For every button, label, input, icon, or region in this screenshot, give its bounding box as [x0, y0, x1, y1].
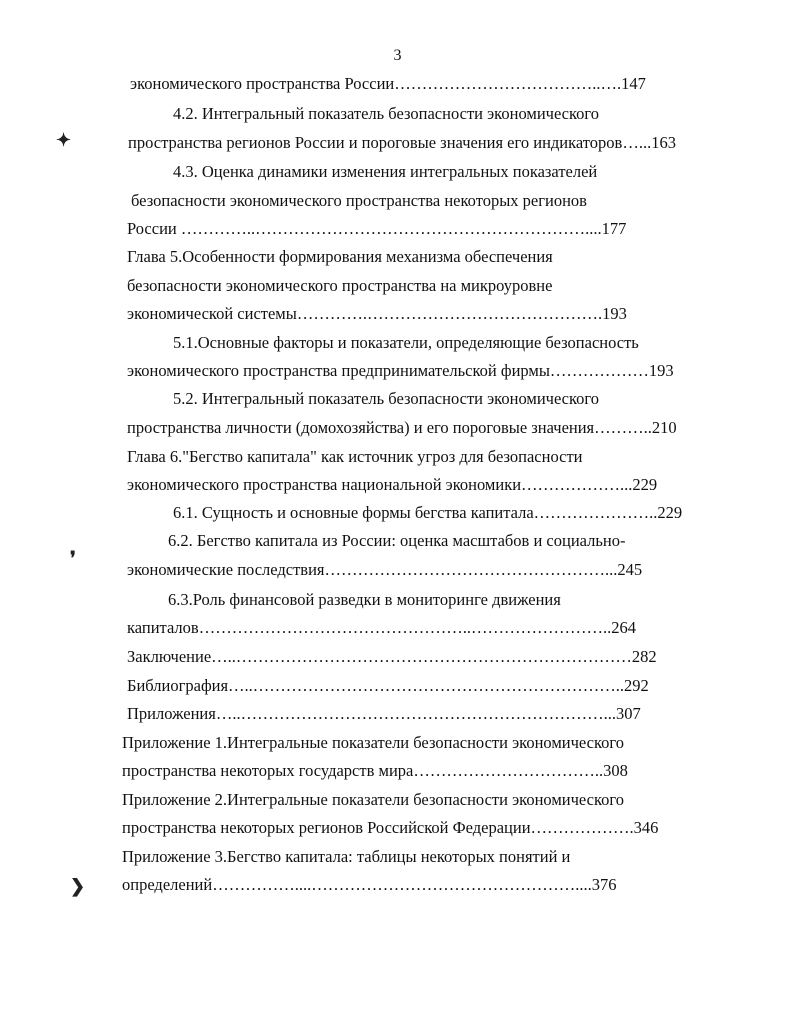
toc-line: экономические последствия……………………………………………...245: [127, 560, 643, 579]
scan-mark-icon: ❜: [70, 548, 76, 568]
scan-mark-icon: ❯: [70, 876, 86, 896]
toc-line: определений……………....…………………………………………....376: [122, 875, 617, 894]
toc-line: пространства некоторых государств мира……………………………..308: [122, 761, 628, 780]
toc-line: Приложения…..…………………………………………………………...307: [127, 704, 641, 723]
page-number: 3: [393, 47, 402, 64]
toc-line: 6.2. Бегство капитала из России: оценка масштабов и социально-: [168, 531, 626, 550]
toc-line: 6.1. Сущность и основные формы бегства капитала…………………..229: [173, 503, 683, 522]
toc-line: 4.3. Оценка динамики изменения интегральных показателей: [173, 162, 598, 181]
toc-line: пространства некоторых регионов Российской Федерации……………….346: [122, 818, 659, 837]
toc-line: пространства регионов России и пороговые значения его индикаторов…...163: [128, 133, 676, 152]
toc-line: капиталов…………………………………………..……………………..264: [127, 618, 636, 637]
toc-line: экономического пространства России………………………………..….147: [130, 74, 646, 93]
toc-line: 5.1.Основные факторы и показатели, определяющие безопасность: [173, 333, 639, 352]
toc-line: Глава 6."Бегство капитала" как источник угроз для безопасности: [127, 447, 583, 466]
toc-line: экономического пространства предпринимательской фирмы………………193: [127, 361, 674, 380]
toc-line: Библиография…..…………………………………………………………..292: [127, 676, 649, 695]
toc-line: экономического пространства национальной экономики………………...229: [127, 475, 658, 494]
toc-line: Приложение 3.Бегство капитала: таблицы некоторых понятий и: [122, 847, 571, 866]
toc-line: России …………..……………………………………………………....177: [127, 219, 627, 238]
toc-line: безопасности экономического пространства на микроуровне: [127, 276, 553, 295]
toc-line: экономической системы………….…………………………………….193: [127, 304, 627, 323]
toc-line: Заключение…..………………………………………………………………282: [127, 647, 657, 666]
scan-mark-icon: ✦: [56, 130, 72, 150]
toc-line: Глава 5.Особенности формирования механизма обеспечения: [127, 247, 553, 266]
toc-line: 5.2. Интегральный показатель безопасности экономического: [173, 389, 600, 408]
toc-line: 6.3.Роль финансовой разведки в мониторинге движения: [168, 590, 561, 609]
toc-line: Приложение 1.Интегральные показатели безопасности экономического: [122, 733, 625, 752]
toc-line: Приложение 2.Интегральные показатели безопасности экономического: [122, 790, 625, 809]
toc-line: пространства личности (домохозяйства) и его пороговые значения………..210: [127, 418, 677, 437]
toc-line: 4.2. Интегральный показатель безопасности экономического: [173, 104, 600, 123]
toc-line: безопасности экономического пространства некоторых регионов: [131, 191, 587, 210]
